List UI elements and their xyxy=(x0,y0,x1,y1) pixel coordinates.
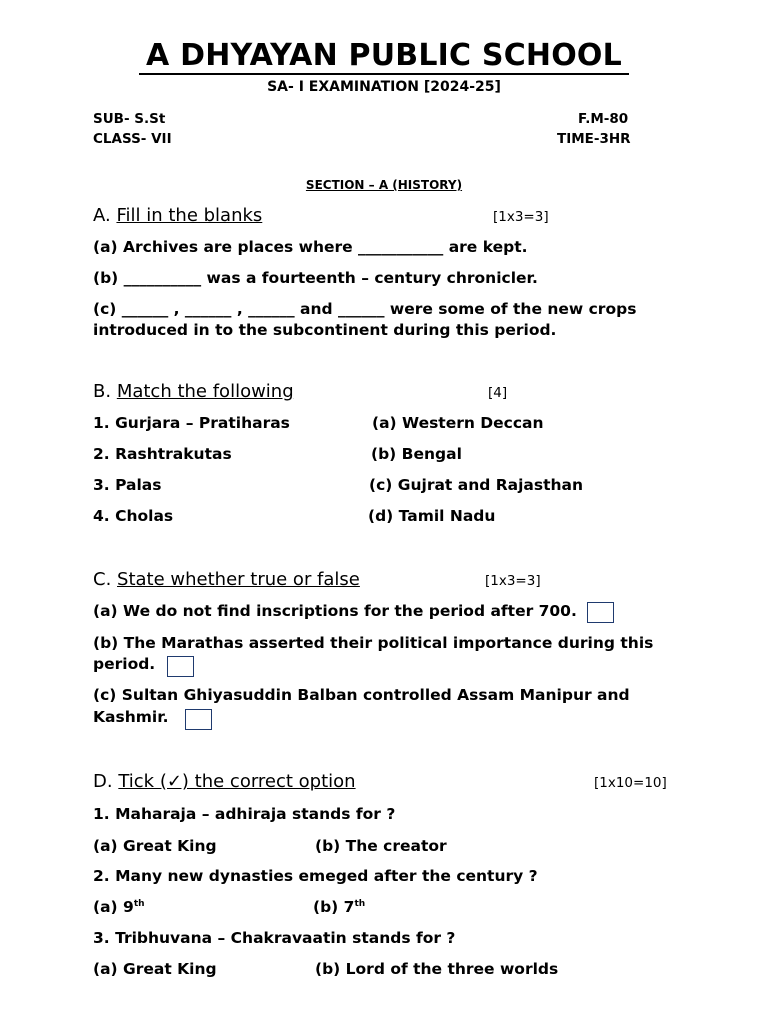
match-left-3: 3. Palas xyxy=(93,476,162,494)
question-c-heading xyxy=(93,569,360,590)
question-d-q2: 2. Many new dynasties emeged after the century ? xyxy=(93,867,538,885)
question-a-title: Fill in the blanks xyxy=(116,205,263,226)
match-right-2: (b) Bengal xyxy=(371,445,462,463)
question-b-marks: [4] xyxy=(488,385,508,401)
question-c-line-2: (b) The Marathas asserted their political importance during this xyxy=(93,634,654,652)
question-a-heading xyxy=(93,205,262,226)
question-c-line-4: (c) Sultan Ghiyasuddin Balban controlled Assam Manipur and xyxy=(93,686,630,704)
question-c-line-1: (a) We do not find inscriptions for the period after 700. xyxy=(93,602,577,620)
time: TIME-3HR xyxy=(557,131,631,147)
match-left-2: 2. Rashtrakutas xyxy=(93,445,232,463)
question-a-marks: [1x3=3] xyxy=(493,209,549,225)
question-d-q3-option-a[interactable]: (a) Great King xyxy=(93,960,217,978)
question-a-line-4: introduced in to the subcontinent during this period. xyxy=(93,321,557,339)
question-d-q1-option-b[interactable]: (b) The creator xyxy=(315,837,447,855)
school-name: A DHYAYAN PUBLIC SCHOOL xyxy=(146,38,622,73)
q2b-text: (b) 7 xyxy=(313,898,355,916)
question-d-marks: [1x10=10] xyxy=(594,775,667,791)
question-d-q3: 3. Tribhuvana – Chakravaatin stands for ? xyxy=(93,929,456,947)
question-b-heading xyxy=(93,381,294,402)
question-a-line-2: (b) __________ was a fourteenth – century chronicler. xyxy=(93,269,538,287)
question-d-title: Tick (✓) the correct option xyxy=(118,771,356,792)
question-d-q1: 1. Maharaja – adhiraja stands for ? xyxy=(93,805,396,823)
question-d-q1-option-a[interactable]: (a) Great King xyxy=(93,837,217,855)
answer-box-c-c[interactable] xyxy=(185,709,212,730)
question-c-line-5: Kashmir. xyxy=(93,708,169,726)
question-a-line-1: (a) Archives are places where ___________ are kept. xyxy=(93,238,528,256)
match-left-4: 4. Cholas xyxy=(93,507,174,525)
question-d-heading xyxy=(93,771,356,792)
question-c-marks: [1x3=3] xyxy=(485,573,541,589)
match-right-1: (a) Western Deccan xyxy=(372,414,544,432)
match-right-3: (c) Gujrat and Rajasthan xyxy=(369,476,584,494)
section-title: SECTION – A (HISTORY) xyxy=(305,178,463,192)
question-b-letter: B. xyxy=(93,381,112,402)
question-c-letter: C. xyxy=(93,569,112,590)
subject: SUB- S.St xyxy=(93,111,166,127)
class: CLASS- VII xyxy=(93,131,172,147)
question-d-q2-option-b[interactable] xyxy=(313,898,365,916)
match-right-4: (d) Tamil Nadu xyxy=(368,507,496,525)
match-left-1: 1. Gurjara – Pratiharas xyxy=(93,414,290,432)
answer-box-c-a[interactable] xyxy=(587,602,614,623)
question-a-letter: A. xyxy=(93,205,111,226)
title-underline xyxy=(139,73,629,75)
q2a-sup: th xyxy=(133,898,145,909)
exam-title: SA- I EXAMINATION [2024-25] xyxy=(267,79,501,95)
question-c-line-3: period. xyxy=(93,655,156,673)
question-d-q3-option-b[interactable]: (b) Lord of the three worlds xyxy=(315,960,559,978)
question-c-title: State whether true or false xyxy=(117,569,360,590)
question-d-q2-option-a[interactable] xyxy=(93,898,145,916)
question-b-title: Match the following xyxy=(116,381,294,402)
question-a-line-3: (c) ______ , ______ , ______ and ______ were some of the new crops xyxy=(93,300,637,318)
q2b-sup: th xyxy=(354,898,366,909)
question-d-letter: D. xyxy=(93,771,113,792)
q2a-text: (a) 9 xyxy=(93,898,134,916)
full-marks: F.M-80 xyxy=(578,111,629,127)
answer-box-c-b[interactable] xyxy=(167,656,194,677)
